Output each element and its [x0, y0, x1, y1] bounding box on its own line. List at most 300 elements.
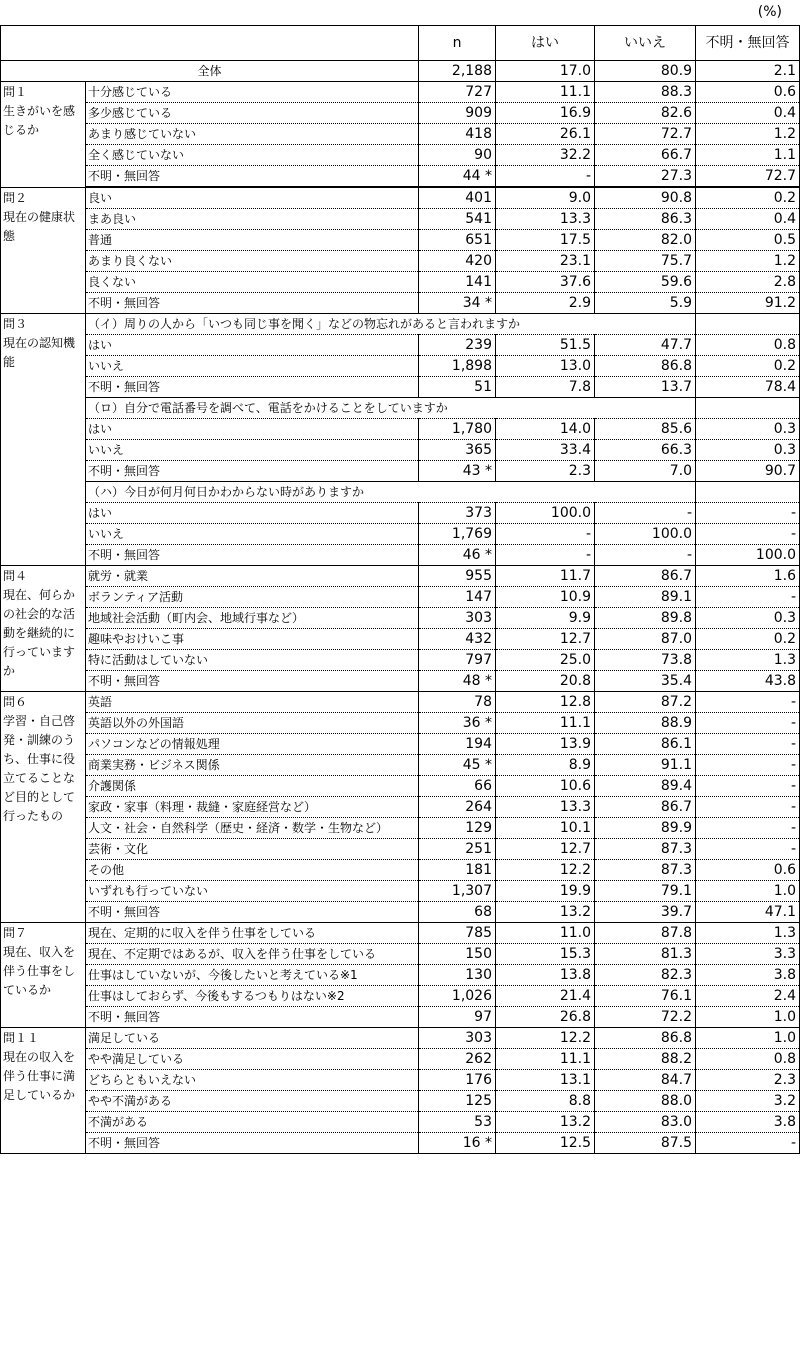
cell-yes: 32.2: [496, 145, 595, 166]
cell-yes: 13.3: [496, 797, 595, 818]
cell-yes: 26.8: [496, 1007, 595, 1028]
table-row: [1, 650, 800, 671]
row-label: 英語: [86, 692, 419, 713]
cell-n: 420: [419, 251, 496, 272]
cell-no: 90.8: [595, 187, 696, 209]
cell-yes: 13.2: [496, 1112, 595, 1133]
table-row: [1, 293, 800, 314]
cell-na: 0.3: [696, 608, 800, 629]
cell-na: -: [696, 797, 800, 818]
row-label: 不明・無回答: [86, 902, 419, 923]
cell-n: 16 *: [419, 1133, 496, 1154]
table-row: [1, 608, 800, 629]
cell-n: 1,026: [419, 986, 496, 1007]
cell-no: 88.2: [595, 1049, 696, 1070]
cell-no: 27.3: [595, 166, 696, 188]
cell-yes: 14.0: [496, 419, 595, 440]
cell-n: 955: [419, 566, 496, 587]
cell-yes: 12.8: [496, 692, 595, 713]
cell-na: 2.4: [696, 986, 800, 1007]
row-label: 現在、定期的に収入を伴う仕事をしている: [86, 923, 419, 944]
row-label: いいえ: [86, 356, 419, 377]
cell-no: 75.7: [595, 251, 696, 272]
row-label: ボランティア活動: [86, 587, 419, 608]
cell-na: -: [696, 713, 800, 734]
cell-yes: 11.7: [496, 566, 595, 587]
row-label: はい: [86, 503, 419, 524]
cell-no: 89.4: [595, 776, 696, 797]
cell-na: -: [696, 587, 800, 608]
cell-yes: 15.3: [496, 944, 595, 965]
cell-n: 51: [419, 377, 496, 398]
row-label: 英語以外の外国語: [86, 713, 419, 734]
table-row: [1, 776, 800, 797]
row-label: いいえ: [86, 440, 419, 461]
row-label: 不満がある: [86, 1112, 419, 1133]
row-label: どちらともいえない: [86, 1070, 419, 1091]
cell-no: 79.1: [595, 881, 696, 902]
cell-na: 3.3: [696, 944, 800, 965]
question-label: 問４ 現在、何らかの社会的な活動を継続的に行っていますか: [1, 566, 86, 692]
table-row: [1, 82, 800, 103]
cell-yes: 17.5: [496, 230, 595, 251]
cell-na: 47.1: [696, 902, 800, 923]
cell-na: 90.7: [696, 461, 800, 482]
cell-n: 303: [419, 1028, 496, 1049]
cell-n: 262: [419, 1049, 496, 1070]
cell-yes: 7.8: [496, 377, 595, 398]
row-label: いずれも行っていない: [86, 881, 419, 902]
cell-no: -: [595, 503, 696, 524]
cell-no: 84.7: [595, 1070, 696, 1091]
cell-n: 150: [419, 944, 496, 965]
table-row: [1, 124, 800, 145]
cell-yes: 13.9: [496, 734, 595, 755]
cell-na: 78.4: [696, 377, 800, 398]
total-row: [1, 61, 800, 82]
cell-n: 176: [419, 1070, 496, 1091]
cell-no: 91.1: [595, 755, 696, 776]
cell-na: -: [696, 734, 800, 755]
cell-na: 1.2: [696, 124, 800, 145]
cell-no: 85.6: [595, 419, 696, 440]
row-label: あまり良くない: [86, 251, 419, 272]
table-row: [1, 1133, 800, 1154]
cell-n: 194: [419, 734, 496, 755]
cell-yes: 8.8: [496, 1091, 595, 1112]
cell-yes: 51.5: [496, 335, 595, 356]
cell-na: -: [696, 1133, 800, 1154]
question-label: 問１ 生きがいを感じるか: [1, 82, 86, 188]
row-label: 仕事はしていないが、今後したいと考えている※1: [86, 965, 419, 986]
cell-n: 651: [419, 230, 496, 251]
cell-n: 90: [419, 145, 496, 166]
cell-no: 81.3: [595, 944, 696, 965]
total-na: 2.1: [696, 61, 800, 82]
cross-tab-table: [0, 25, 800, 1154]
cell-yes: 21.4: [496, 986, 595, 1007]
subquestion-empty-cell: [696, 314, 800, 335]
cell-na: 0.2: [696, 629, 800, 650]
cell-no: 89.8: [595, 608, 696, 629]
row-label: はい: [86, 335, 419, 356]
table-row: [1, 986, 800, 1007]
cell-yes: 33.4: [496, 440, 595, 461]
header-no: いいえ: [595, 26, 696, 61]
cell-na: 0.6: [696, 82, 800, 103]
row-label: 人文・社会・自然科学（歴史・経済・数学・生物など）: [86, 818, 419, 839]
cell-na: 0.8: [696, 335, 800, 356]
cell-n: 797: [419, 650, 496, 671]
cell-no: 100.0: [595, 524, 696, 545]
cell-na: 0.4: [696, 103, 800, 124]
cell-yes: 13.3: [496, 209, 595, 230]
cell-n: 147: [419, 587, 496, 608]
cell-no: 76.1: [595, 986, 696, 1007]
cell-yes: 13.0: [496, 356, 595, 377]
cell-n: 44 *: [419, 166, 496, 188]
cell-yes: 11.0: [496, 923, 595, 944]
cell-n: 78: [419, 692, 496, 713]
cell-n: 251: [419, 839, 496, 860]
cell-n: 541: [419, 209, 496, 230]
row-label: 不明・無回答: [86, 293, 419, 314]
cell-no: 89.9: [595, 818, 696, 839]
cell-n: 727: [419, 82, 496, 103]
row-label: 不明・無回答: [86, 1133, 419, 1154]
cell-yes: 13.2: [496, 902, 595, 923]
cell-n: 125: [419, 1091, 496, 1112]
table-row: [1, 797, 800, 818]
cell-n: 1,898: [419, 356, 496, 377]
table-row: [1, 272, 800, 293]
table-row: [1, 881, 800, 902]
unit-label: (%): [757, 4, 782, 20]
cell-no: 87.3: [595, 839, 696, 860]
table-row: [1, 734, 800, 755]
cell-na: 3.8: [696, 1112, 800, 1133]
cell-yes: 12.2: [496, 1028, 595, 1049]
row-label: 全く感じていない: [86, 145, 419, 166]
cell-n: 909: [419, 103, 496, 124]
cell-yes: 13.1: [496, 1070, 595, 1091]
subquestion-text: （イ）周りの人から「いつも同じ事を聞く」などの物忘れがあると言われますか: [86, 314, 696, 335]
table-row: [1, 965, 800, 986]
cell-yes: -: [496, 166, 595, 188]
cell-yes: 2.3: [496, 461, 595, 482]
cell-na: 2.8: [696, 272, 800, 293]
cell-n: 432: [419, 629, 496, 650]
row-label: あまり感じていない: [86, 124, 419, 145]
row-label: 良い: [86, 187, 419, 209]
row-label: 特に活動はしていない: [86, 650, 419, 671]
table-row: [1, 944, 800, 965]
cell-no: 73.8: [595, 650, 696, 671]
cell-no: -: [595, 545, 696, 566]
cell-yes: 2.9: [496, 293, 595, 314]
cell-no: 66.3: [595, 440, 696, 461]
cell-no: 86.1: [595, 734, 696, 755]
cell-yes: 37.6: [496, 272, 595, 293]
cell-na: -: [696, 755, 800, 776]
row-label: 介護関係: [86, 776, 419, 797]
cell-n: 46 *: [419, 545, 496, 566]
cell-n: 264: [419, 797, 496, 818]
table-row: [1, 377, 800, 398]
cell-no: 82.0: [595, 230, 696, 251]
cell-no: 87.8: [595, 923, 696, 944]
table-row: [1, 209, 800, 230]
cell-no: 86.7: [595, 566, 696, 587]
cell-yes: 10.6: [496, 776, 595, 797]
cell-no: 87.3: [595, 860, 696, 881]
cell-n: 66: [419, 776, 496, 797]
row-label: 十分感じている: [86, 82, 419, 103]
cell-no: 89.1: [595, 587, 696, 608]
cell-yes: 16.9: [496, 103, 595, 124]
row-label: 地域社会活動（町内会、地域行事など）: [86, 608, 419, 629]
cell-n: 129: [419, 818, 496, 839]
row-label: その他: [86, 860, 419, 881]
total-no: 80.9: [595, 61, 696, 82]
row-label: 満足している: [86, 1028, 419, 1049]
cell-na: 0.5: [696, 230, 800, 251]
row-label: まあ良い: [86, 209, 419, 230]
cell-na: 43.8: [696, 671, 800, 692]
cell-n: 1,769: [419, 524, 496, 545]
row-label: 不明・無回答: [86, 461, 419, 482]
header-row: [1, 26, 800, 61]
cell-n: 45 *: [419, 755, 496, 776]
cell-n: 239: [419, 335, 496, 356]
total-n: 2,188: [419, 61, 496, 82]
cell-yes: 23.1: [496, 251, 595, 272]
table-row: [1, 1070, 800, 1091]
question-label: 問１１ 現在の収入を伴う仕事に満足しているか: [1, 1028, 86, 1154]
table-row: [1, 419, 800, 440]
table-row: [1, 503, 800, 524]
cell-no: 72.2: [595, 1007, 696, 1028]
row-label: 不明・無回答: [86, 545, 419, 566]
table-row: [1, 860, 800, 881]
table-row: [1, 923, 800, 944]
cell-n: 36 *: [419, 713, 496, 734]
cell-n: 181: [419, 860, 496, 881]
row-label: 家政・家事（料理・裁縫・家庭経営など）: [86, 797, 419, 818]
cell-n: 97: [419, 1007, 496, 1028]
cell-no: 47.7: [595, 335, 696, 356]
cell-na: 0.2: [696, 187, 800, 209]
table-row: [1, 1112, 800, 1133]
table-row: [1, 629, 800, 650]
cell-yes: 10.9: [496, 587, 595, 608]
cell-no: 5.9: [595, 293, 696, 314]
cell-na: 3.2: [696, 1091, 800, 1112]
cell-n: 303: [419, 608, 496, 629]
header-blank: [1, 26, 419, 61]
cell-yes: 11.1: [496, 1049, 595, 1070]
cell-no: 35.4: [595, 671, 696, 692]
row-label: パソコンなどの情報処理: [86, 734, 419, 755]
cell-yes: 20.8: [496, 671, 595, 692]
table-row: [1, 335, 800, 356]
cell-yes: -: [496, 545, 595, 566]
cell-no: 66.7: [595, 145, 696, 166]
cell-na: 100.0: [696, 545, 800, 566]
row-label: 商業実務・ビジネス関係: [86, 755, 419, 776]
cell-no: 59.6: [595, 272, 696, 293]
cell-na: 1.1: [696, 145, 800, 166]
cell-n: 401: [419, 187, 496, 209]
cell-n: 373: [419, 503, 496, 524]
cell-n: 53: [419, 1112, 496, 1133]
cell-no: 87.5: [595, 1133, 696, 1154]
cell-na: -: [696, 503, 800, 524]
cell-yes: 12.7: [496, 629, 595, 650]
cell-no: 86.8: [595, 1028, 696, 1049]
table-row: [1, 755, 800, 776]
subquestion-row: [1, 398, 800, 419]
cell-n: 785: [419, 923, 496, 944]
cell-no: 7.0: [595, 461, 696, 482]
row-label: 多少感じている: [86, 103, 419, 124]
table-row: [1, 545, 800, 566]
row-label: いいえ: [86, 524, 419, 545]
cell-no: 13.7: [595, 377, 696, 398]
cell-n: 1,307: [419, 881, 496, 902]
cell-no: 83.0: [595, 1112, 696, 1133]
question-label: 問３ 現在の認知機能: [1, 314, 86, 566]
table-row: [1, 566, 800, 587]
table-row: [1, 902, 800, 923]
cell-na: 91.2: [696, 293, 800, 314]
cell-yes: 10.1: [496, 818, 595, 839]
cell-n: 130: [419, 965, 496, 986]
table-row: [1, 692, 800, 713]
cell-na: 1.0: [696, 881, 800, 902]
row-label: 趣味やおけいこ事: [86, 629, 419, 650]
cell-na: 1.6: [696, 566, 800, 587]
cell-n: 1,780: [419, 419, 496, 440]
header-n: n: [419, 26, 496, 61]
cell-na: 0.6: [696, 860, 800, 881]
table-row: [1, 187, 800, 209]
cell-yes: -: [496, 524, 595, 545]
table-row: [1, 461, 800, 482]
cell-no: 82.3: [595, 965, 696, 986]
cell-yes: 26.1: [496, 124, 595, 145]
cell-na: 0.8: [696, 1049, 800, 1070]
cell-yes: 100.0: [496, 503, 595, 524]
cell-no: 86.8: [595, 356, 696, 377]
subquestion-row: [1, 314, 800, 335]
cell-na: 2.3: [696, 1070, 800, 1091]
cell-n: 43 *: [419, 461, 496, 482]
header-na: 不明・無回答: [696, 26, 800, 61]
cell-yes: 12.7: [496, 839, 595, 860]
cell-na: 1.0: [696, 1028, 800, 1049]
header-yes: はい: [496, 26, 595, 61]
table-row: [1, 1028, 800, 1049]
cell-n: 48 *: [419, 671, 496, 692]
table-row: [1, 251, 800, 272]
question-label: 問２ 現在の健康状態: [1, 187, 86, 314]
cell-yes: 8.9: [496, 755, 595, 776]
subquestion-empty-cell: [696, 482, 800, 503]
cell-no: 87.2: [595, 692, 696, 713]
table-row: [1, 1007, 800, 1028]
cell-no: 82.6: [595, 103, 696, 124]
cell-yes: 19.9: [496, 881, 595, 902]
row-label: 仕事はしておらず、今後もするつもりはない※2: [86, 986, 419, 1007]
table-row: [1, 818, 800, 839]
cell-n: 34 *: [419, 293, 496, 314]
cell-no: 86.3: [595, 209, 696, 230]
cell-na: 3.8: [696, 965, 800, 986]
table-row: [1, 230, 800, 251]
cell-yes: 12.5: [496, 1133, 595, 1154]
total-yes: 17.0: [496, 61, 595, 82]
row-label: 普通: [86, 230, 419, 251]
cell-no: 72.7: [595, 124, 696, 145]
table-row: [1, 713, 800, 734]
cell-no: 86.7: [595, 797, 696, 818]
table-row: [1, 587, 800, 608]
table-row: [1, 440, 800, 461]
question-label: 問６ 学習・自己啓発・訓練のうち、仕事に役立てることなど目的として行ったもの: [1, 692, 86, 923]
cell-na: 1.3: [696, 650, 800, 671]
cell-na: 72.7: [696, 166, 800, 188]
table-row: [1, 671, 800, 692]
subquestion-row: [1, 482, 800, 503]
cell-na: -: [696, 776, 800, 797]
cell-na: 0.3: [696, 440, 800, 461]
row-label: 不明・無回答: [86, 671, 419, 692]
table-row: [1, 103, 800, 124]
table-row: [1, 1049, 800, 1070]
table-row: [1, 1091, 800, 1112]
cell-na: 1.2: [696, 251, 800, 272]
cell-no: 88.3: [595, 82, 696, 103]
cell-no: 87.0: [595, 629, 696, 650]
cell-na: -: [696, 839, 800, 860]
row-label: 現在、不定期ではあるが、収入を伴う仕事をしている: [86, 944, 419, 965]
row-label: 就労・就業: [86, 566, 419, 587]
table-row: [1, 356, 800, 377]
row-label: 良くない: [86, 272, 419, 293]
row-label: やや不満がある: [86, 1091, 419, 1112]
total-label: 全体: [1, 61, 419, 82]
cell-n: 365: [419, 440, 496, 461]
row-label: 不明・無回答: [86, 377, 419, 398]
cell-n: 418: [419, 124, 496, 145]
row-label: やや満足している: [86, 1049, 419, 1070]
cell-n: 141: [419, 272, 496, 293]
cell-na: -: [696, 818, 800, 839]
cell-yes: 12.2: [496, 860, 595, 881]
cell-na: 0.2: [696, 356, 800, 377]
cell-na: 0.4: [696, 209, 800, 230]
cell-yes: 9.0: [496, 187, 595, 209]
table-row: [1, 839, 800, 860]
cell-yes: 11.1: [496, 82, 595, 103]
question-label: 問７ 現在、収入を伴う仕事をしているか: [1, 923, 86, 1028]
cell-no: 88.9: [595, 713, 696, 734]
table-row: [1, 166, 800, 188]
row-label: 不明・無回答: [86, 1007, 419, 1028]
cell-yes: 25.0: [496, 650, 595, 671]
cell-yes: 13.8: [496, 965, 595, 986]
